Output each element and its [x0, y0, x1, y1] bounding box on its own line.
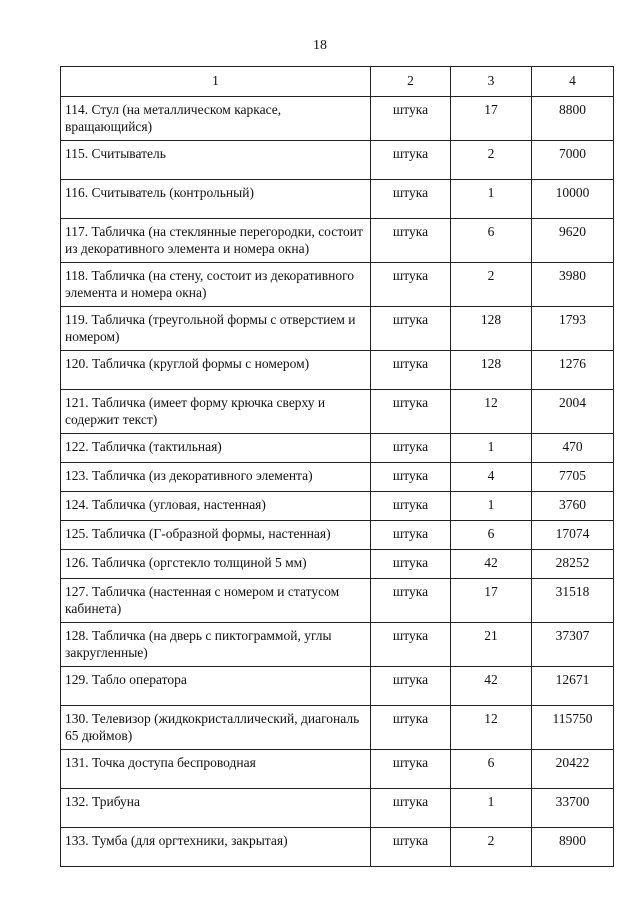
table-row [61, 828, 614, 867]
item-quantity: 17 [451, 97, 532, 141]
item-price: 8800 [532, 97, 614, 141]
item-quantity: 6 [451, 521, 532, 550]
table-row [61, 706, 614, 750]
item-name: 117. Табличка (на стеклянные перегородки, состоит из декоративного элемента и номера окна) [61, 219, 371, 263]
item-unit: штука [371, 706, 451, 750]
table-row [61, 550, 614, 579]
item-unit: штука [371, 351, 451, 390]
item-price: 3980 [532, 263, 614, 307]
item-price: 33700 [532, 789, 614, 828]
table-row [61, 623, 614, 667]
table-row [61, 463, 614, 492]
item-name: 116. Считыватель (контрольный) [61, 180, 371, 219]
item-unit: штука [371, 789, 451, 828]
header-col-2: 2 [371, 67, 451, 97]
item-price: 9620 [532, 219, 614, 263]
table-row [61, 434, 614, 463]
item-price: 1276 [532, 351, 614, 390]
item-price: 7000 [532, 141, 614, 180]
item-price: 8900 [532, 828, 614, 867]
item-unit: штука [371, 141, 451, 180]
item-unit: штука [371, 623, 451, 667]
table-row [61, 263, 614, 307]
item-quantity: 21 [451, 623, 532, 667]
item-unit: штука [371, 180, 451, 219]
item-name: 130. Телевизор (жидкокристаллический, диагональ 65 дюймов) [61, 706, 371, 750]
item-unit: штука [371, 492, 451, 521]
item-name: 114. Стул (на металлическом каркасе, вращающийся) [61, 97, 371, 141]
item-unit: штука [371, 434, 451, 463]
item-price: 2004 [532, 390, 614, 434]
item-quantity: 4 [451, 463, 532, 492]
table-row [61, 492, 614, 521]
item-unit: штука [371, 579, 451, 623]
item-price: 31518 [532, 579, 614, 623]
item-name: 119. Табличка (треугольной формы с отверстием и номером) [61, 307, 371, 351]
item-quantity: 128 [451, 307, 532, 351]
item-price: 28252 [532, 550, 614, 579]
header-col-4: 4 [532, 67, 614, 97]
item-quantity: 1 [451, 492, 532, 521]
item-price: 12671 [532, 667, 614, 706]
item-quantity: 2 [451, 263, 532, 307]
item-name: 115. Считыватель [61, 141, 371, 180]
table-row [61, 789, 614, 828]
table-row [61, 219, 614, 263]
header-col-1: 1 [61, 67, 371, 97]
item-price: 10000 [532, 180, 614, 219]
item-quantity: 2 [451, 828, 532, 867]
table-row [61, 307, 614, 351]
item-quantity: 1 [451, 434, 532, 463]
item-price: 7705 [532, 463, 614, 492]
item-unit: штука [371, 521, 451, 550]
item-price: 470 [532, 434, 614, 463]
item-name: 121. Табличка (имеет форму крючка сверху и содержит текст) [61, 390, 371, 434]
item-name: 118. Табличка (на стену, состоит из декоративного элемента и номера окна) [61, 263, 371, 307]
item-unit: штука [371, 667, 451, 706]
item-price: 37307 [532, 623, 614, 667]
table-row [61, 667, 614, 706]
item-price: 1793 [532, 307, 614, 351]
page-number: 18 [313, 38, 327, 53]
item-price: 115750 [532, 706, 614, 750]
item-unit: штука [371, 550, 451, 579]
item-quantity: 2 [451, 141, 532, 180]
item-unit: штука [371, 97, 451, 141]
item-name: 127. Табличка (настенная с номером и статусом кабинета) [61, 579, 371, 623]
table-row [61, 351, 614, 390]
item-name: 129. Табло оператора [61, 667, 371, 706]
item-unit: штука [371, 263, 451, 307]
item-quantity: 1 [451, 789, 532, 828]
table-header-row [61, 67, 614, 97]
item-price: 3760 [532, 492, 614, 521]
item-name: 133. Тумба (для оргтехники, закрытая) [61, 828, 371, 867]
item-name: 128. Табличка (на дверь с пиктограммой, углы закругленные) [61, 623, 371, 667]
table-row [61, 180, 614, 219]
item-quantity: 12 [451, 390, 532, 434]
item-quantity: 1 [451, 180, 532, 219]
item-name: 120. Табличка (круглой формы с номером) [61, 351, 371, 390]
item-quantity: 17 [451, 579, 532, 623]
item-name: 123. Табличка (из декоративного элемента) [61, 463, 371, 492]
table-row [61, 97, 614, 141]
item-name: 126. Табличка (оргстекло толщиной 5 мм) [61, 550, 371, 579]
item-quantity: 12 [451, 706, 532, 750]
item-name: 131. Точка доступа беспроводная [61, 750, 371, 789]
table-row [61, 521, 614, 550]
table-row [61, 579, 614, 623]
header-col-3: 3 [451, 67, 532, 97]
price-table [60, 66, 614, 867]
item-unit: штука [371, 750, 451, 789]
item-unit: штука [371, 219, 451, 263]
item-quantity: 42 [451, 550, 532, 579]
item-name: 124. Табличка (угловая, настенная) [61, 492, 371, 521]
table-row [61, 750, 614, 789]
item-price: 17074 [532, 521, 614, 550]
item-price: 20422 [532, 750, 614, 789]
item-name: 122. Табличка (тактильная) [61, 434, 371, 463]
item-quantity: 6 [451, 750, 532, 789]
item-unit: штука [371, 390, 451, 434]
item-name: 132. Трибуна [61, 789, 371, 828]
item-quantity: 6 [451, 219, 532, 263]
table-row [61, 141, 614, 180]
item-unit: штука [371, 463, 451, 492]
table-row [61, 390, 614, 434]
item-quantity: 42 [451, 667, 532, 706]
item-unit: штука [371, 307, 451, 351]
item-unit: штука [371, 828, 451, 867]
item-quantity: 128 [451, 351, 532, 390]
item-name: 125. Табличка (Г-образной формы, настенная) [61, 521, 371, 550]
